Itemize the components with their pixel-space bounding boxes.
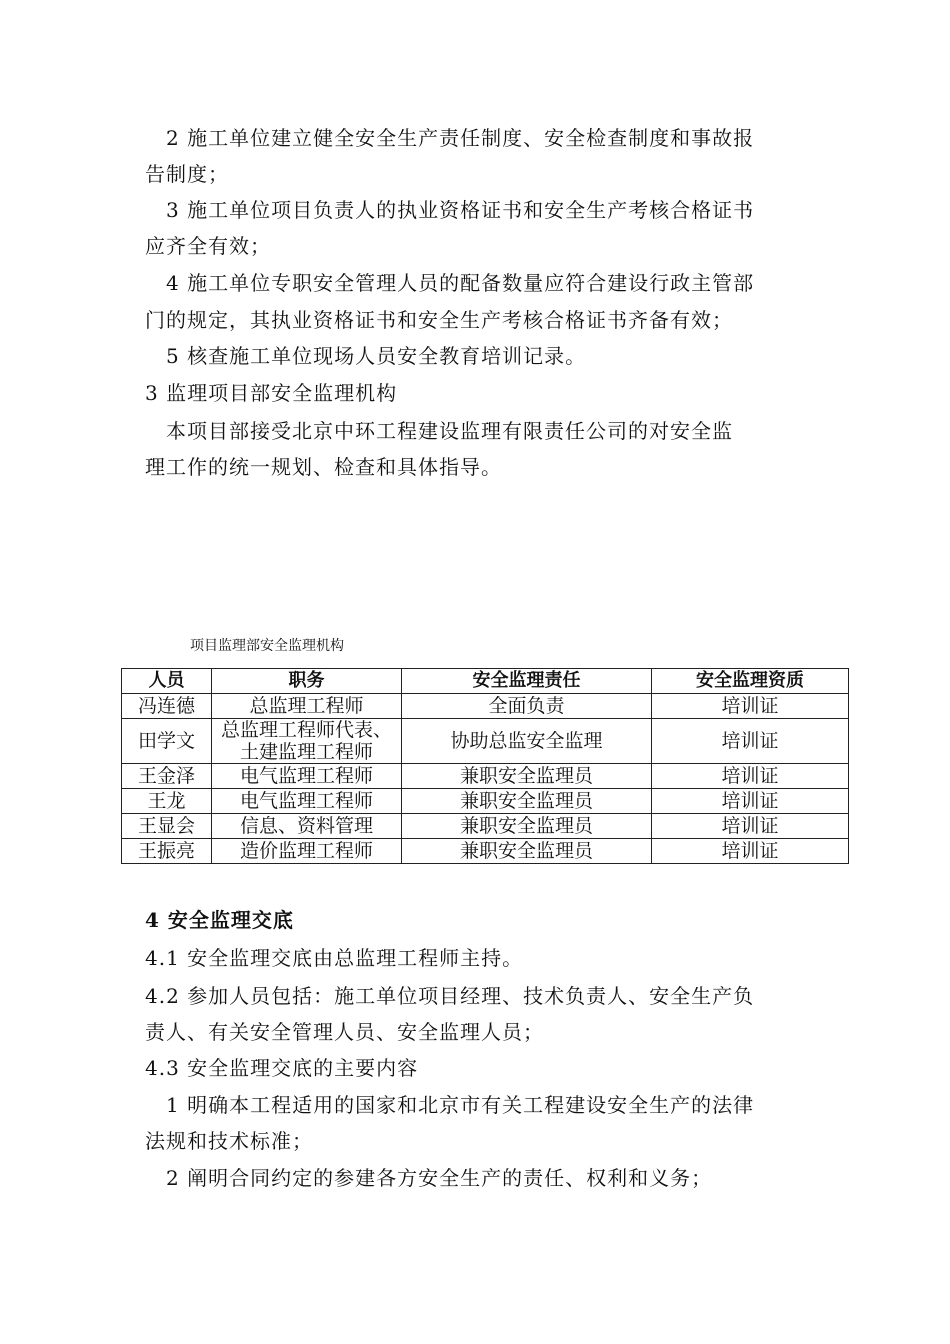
table-row	[122, 789, 849, 814]
header-duty: 安全监理责任	[402, 669, 652, 694]
paragraph-line: 3 施工单位项目负责人的执业资格证书和安全生产考核合格证书	[145, 198, 755, 222]
cell-cert: 培训证	[652, 839, 849, 864]
cell-position: 造价监理工程师	[212, 839, 402, 864]
section-heading: 4 安全监理交底	[145, 908, 294, 932]
paragraph-line: 理工作的统一规划、检查和具体指导。	[145, 455, 502, 479]
table-row	[122, 764, 849, 789]
table-row	[122, 839, 849, 864]
paragraph-line: 4.3 安全监理交底的主要内容	[145, 1056, 419, 1080]
table-row	[122, 814, 849, 839]
cell-position: 电气监理工程师	[212, 764, 402, 789]
cell-name: 田学文	[122, 719, 212, 764]
paragraph-line: 2 施工单位建立健全安全生产责任制度、安全检查制度和事故报	[145, 126, 755, 150]
cell-name: 冯连德	[122, 694, 212, 719]
table-header-row	[122, 669, 849, 694]
paragraph-line: 4.1 安全监理交底由总监理工程师主持。	[145, 946, 524, 970]
cell-duty: 协助总监安全监理	[402, 719, 652, 764]
header-person: 人员	[122, 669, 212, 694]
header-position: 职务	[212, 669, 402, 694]
table-caption: 项目监理部安全监理机构	[190, 638, 344, 654]
cell-duty: 兼职安全监理员	[402, 764, 652, 789]
table-row	[122, 694, 849, 719]
paragraph-line: 2 阐明合同约定的参建各方安全生产的责任、权利和义务；	[145, 1166, 713, 1190]
paragraph-line: 法规和技术标准；	[145, 1129, 313, 1153]
paragraph-line: 4.2 参加人员包括：施工单位项目经理、技术负责人、安全生产负	[145, 984, 755, 1008]
cell-position-line2: 土建监理工程师	[239, 741, 373, 763]
paragraph-line: 责人、有关安全管理人员、安全监理人员；	[145, 1020, 544, 1044]
cell-position: 信息、资料管理	[212, 814, 402, 839]
header-qualification: 安全监理资质	[652, 669, 849, 694]
paragraph-line: 门的规定，其执业资格证书和安全生产考核合格证书齐备有效；	[145, 308, 733, 332]
cell-position: 总监理工程师	[212, 694, 402, 719]
cell-duty: 兼职安全监理员	[402, 814, 652, 839]
paragraph-line: 5 核查施工单位现场人员安全教育培训记录。	[145, 344, 587, 368]
cell-position-line1: 总监理工程师代表、	[220, 719, 392, 741]
cell-duty: 兼职安全监理员	[402, 789, 652, 814]
cell-cert: 培训证	[652, 764, 849, 789]
paragraph-line: 应齐全有效；	[145, 234, 271, 258]
cell-cert: 培训证	[652, 719, 849, 764]
paragraph-line: 本项目部接受北京中环工程建设监理有限责任公司的对安全监	[145, 419, 733, 443]
cell-name: 王龙	[122, 789, 212, 814]
section-heading: 3 监理项目部安全监理机构	[145, 381, 398, 405]
cell-duty: 兼职安全监理员	[402, 839, 652, 864]
paragraph-line: 4 施工单位专职安全管理人员的配备数量应符合建设行政主管部	[145, 271, 755, 295]
cell-position: 电气监理工程师	[212, 789, 402, 814]
paragraph-line: 1 明确本工程适用的国家和北京市有关工程建设安全生产的法律	[145, 1093, 755, 1117]
cell-cert: 培训证	[652, 814, 849, 839]
cell-position	[212, 719, 402, 764]
cell-name: 王金泽	[122, 764, 212, 789]
cell-duty: 全面负责	[402, 694, 652, 719]
cell-cert: 培训证	[652, 789, 849, 814]
table-row	[122, 719, 849, 764]
cell-name: 王振亮	[122, 839, 212, 864]
paragraph-line: 告制度；	[145, 162, 229, 186]
supervision-org-table	[121, 668, 849, 864]
cell-name: 王显会	[122, 814, 212, 839]
cell-cert: 培训证	[652, 694, 849, 719]
